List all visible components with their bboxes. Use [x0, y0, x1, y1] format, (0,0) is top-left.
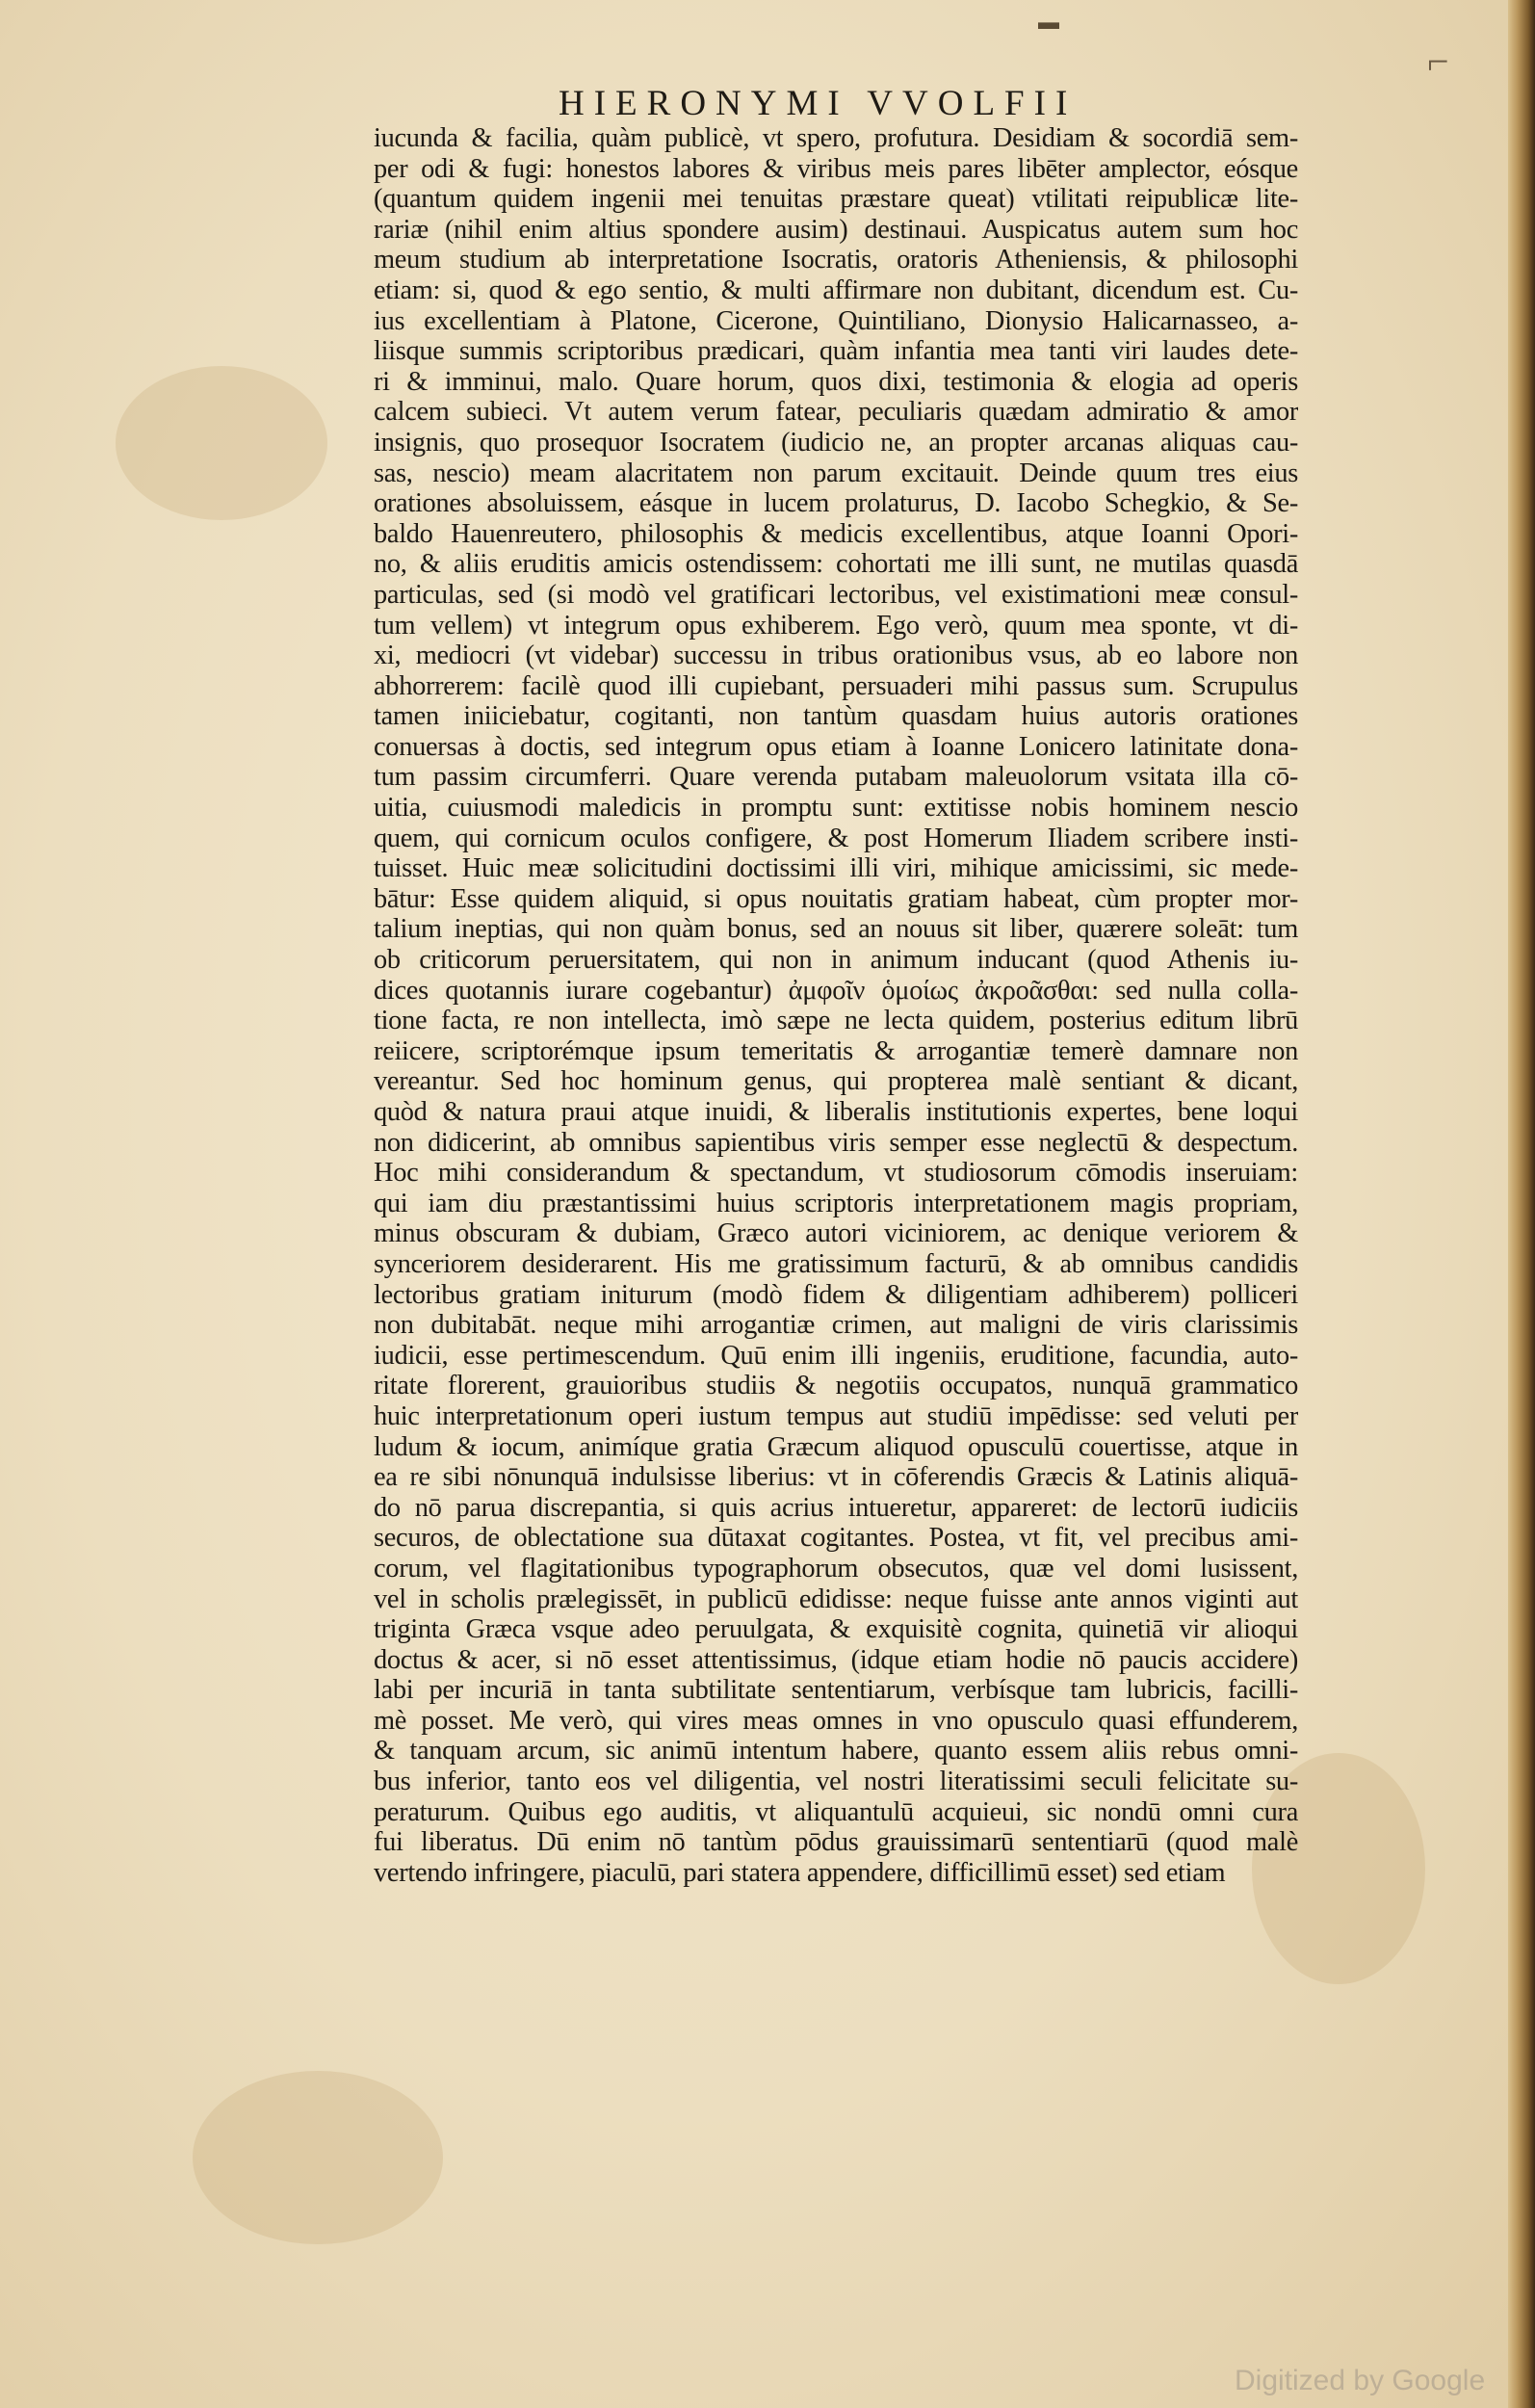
page-corner-curl: ⌐	[1427, 39, 1449, 83]
text-line: quòd & natura praui atque inuidi, & liberalis institutionis expertes, bene loqui	[374, 1097, 1298, 1127]
text-line: insignis, quo prosequor Isocratem (iudicio ne, an propter arcanas aliquas cau-	[374, 427, 1298, 458]
text-line: & tanquam arcum, sic animū intentum habere, quanto essem aliis rebus omni-	[374, 1736, 1298, 1767]
page-gutter-edge	[1508, 0, 1535, 2408]
text-line: fui liberatus. Dū enim nō tantùm pōdus grauissimarū sententiarū (quod malè	[374, 1827, 1298, 1858]
text-line: dices quotannis iurare cogebantur) ἀμφοῖν ὁμοίως ἀκροᾶσθαι: sed nulla colla-	[374, 975, 1298, 1006]
text-line: tum passim circumferri. Quare verenda putabam maleuolorum vsitata illa cō-	[374, 762, 1298, 793]
text-line: sas, nescio) meam alacritatem non parum excitauit. Deinde quum tres eius	[374, 458, 1298, 488]
text-line: baldo Hauenreutero, philosophis & medicis excellentibus, atque Ioanni Opori-	[374, 518, 1298, 549]
text-line: vel in scholis prælegissēt, in publicū edidisse: neque fuisse ante annos viginti aut	[374, 1584, 1298, 1614]
text-line: iucunda & facilia, quàm publicè, vt spero, profutura. Desidiam & socordiā sem-	[374, 123, 1298, 153]
text-line: tuisset. Huic meæ solicitudini doctissimi illi viri, mihique amicissimi, sic mede-	[374, 853, 1298, 884]
text-line: orationes absoluissem, eásque in lucem prolaturus, D. Iacobo Schegkio, & Se-	[374, 488, 1298, 519]
text-line: bus inferior, tanto eos vel diligentia, vel nostri literatissimi seculi felicitate su-	[374, 1767, 1298, 1797]
text-line: reiicere, scriptorémque ipsum temeritatis & arrogantiæ temerè damnare non	[374, 1035, 1298, 1066]
text-line: ri & imminui, malo. Quare horum, quos dixi, testimonia & elogia ad operis	[374, 366, 1298, 397]
text-line: Hoc mihi considerandum & spectandum, vt studiosorum cōmodis inseruiam:	[374, 1158, 1298, 1189]
text-line: ob criticorum peruersitatem, qui non in animum inducant (quod Athenis iu-	[374, 945, 1298, 976]
digitization-watermark: Digitized by Google	[1235, 2365, 1486, 2396]
text-line: non dubitabāt. neque mihi arrogantiæ crimen, aut maligni de viris clarissimis	[374, 1310, 1298, 1341]
text-line: ea re sibi nōnunquā indulsisse liberius: vt in cōferendis Græcis & Latinis aliquā-	[374, 1462, 1298, 1493]
text-line: no, & aliis eruditis amicis ostendissem: cohortati me illi sunt, ne mutilas quasdā	[374, 549, 1298, 580]
text-line: xi, mediocri (vt videbar) successu in tribus orationibus vsus, ab eo labore non	[374, 641, 1298, 671]
text-line: bātur: Esse quidem aliquid, si opus nouitatis gratiam habeat, cùm propter mor-	[374, 883, 1298, 914]
text-line: quem, qui cornicum oculos configere, & post Homerum Iliadem scribere insti-	[374, 823, 1298, 853]
text-line: uitia, cuiusmodi maledicis in promptu sunt: extitisse nobis hominem nescio	[374, 793, 1298, 824]
text-line: do nō parua discrepantia, si quis acrius intueretur, appareret: de lectorū iudiciis	[374, 1492, 1298, 1523]
text-line: peraturum. Quibus ego auditis, vt aliquantulū acquieui, sic nondū omni cura	[374, 1796, 1298, 1827]
text-line: vereantur. Sed hoc hominum genus, qui propterea malè sentiant & dicant,	[374, 1066, 1298, 1097]
text-line: lectoribus gratiam initurum (modò fidem & diligentiam adhiberem) polliceri	[374, 1279, 1298, 1310]
text-line: vertendo infringere, piaculū, pari statera appendere, difficillimū esset) sed etiam	[374, 1857, 1226, 1888]
text-line: doctus & acer, si nō esset attentissimus, (idque etiam hodie nō paucis accidere)	[374, 1644, 1298, 1675]
text-line: (quantum quidem ingenii mei tenuitas præstare queat) vtilitati reipublicæ lite-	[374, 184, 1298, 215]
text-line: huic interpretationum operi iustum tempus aut studiū impēdisse: sed veluti per	[374, 1400, 1298, 1431]
text-line: corum, vel flagitationibus typographorum obsecutos, quæ vel domi lusissent,	[374, 1553, 1298, 1584]
page-stain	[116, 366, 327, 520]
ink-speck: ▬	[1038, 10, 1059, 34]
text-line: ludum & iocum, animíque gratia Græcum aliquod opusculū couertisse, atque in	[374, 1431, 1298, 1462]
text-line: securos, de oblectatione sua dūtaxat cogitantes. Postea, vt fit, vel precibus ami-	[374, 1523, 1298, 1554]
text-line: conuersas à doctis, sed integrum opus etiam à Ioanne Lonicero latinitate dona-	[374, 731, 1298, 762]
text-line: tamen iniiciebatur, cogitanti, non tantùm quasdam huius autoris orationes	[374, 701, 1298, 732]
text-line: labi per incuriā in tanta subtilitate sententiarum, verbísque tam lubricis, facilli-	[374, 1675, 1298, 1706]
page-stain	[193, 2071, 443, 2244]
text-line: ius excellentiam à Platone, Cicerone, Quintiliano, Dionysio Halicarnasseo, a-	[374, 305, 1298, 336]
text-line: iudicii, esse pertimescendum. Quū enim illi ingeniis, eruditione, facundia, auto-	[374, 1340, 1298, 1371]
text-line: calcem subieci. Vt autem verum fatear, peculiaris quædam admiratio & amor	[374, 397, 1298, 428]
running-head: HIERONYMI VVOLFII	[559, 84, 1078, 123]
text-line: synceriorem desiderarent. His me gratissimum facturū, & ab omnibus candidis	[374, 1248, 1298, 1279]
text-line: particulas, sed (si modò vel gratificari lectoribus, vel existimationi meæ consul-	[374, 579, 1298, 610]
text-line: etiam: si, quod & ego sentio, & multi affirmare non dubitant, dicendum est. Cu-	[374, 275, 1298, 305]
text-line: tione facta, re non intellecta, imò sæpe ne lecta quidem, posterius editum librū	[374, 1006, 1298, 1036]
text-line: ritate florerent, grauioribus studiis & negotiis occupatos, nunquā grammatico	[374, 1371, 1298, 1401]
text-line: talium ineptias, qui non quàm bonus, sed an nouus sit liber, quærere soleāt: tum	[374, 914, 1298, 945]
text-line: liisque summis scriptoribus prædicari, quàm infantia mea tanti viri laudes dete-	[374, 336, 1298, 367]
text-line: tum vellem) vt integrum opus exhiberem. Ego verò, quum mea sponte, vt di-	[374, 610, 1298, 641]
text-line: per odi & fugi: honestos labores & viribus meis pares libēter amplector, eósque	[374, 153, 1298, 184]
text-line: abhorrerem: facilè quod illi cupiebant, persuaderi mihi passus sum. Scrupulus	[374, 670, 1298, 701]
text-line: triginta Græca vsque adeo peruulgata, & exquisitè cognita, quinetiā vir alioqui	[374, 1614, 1298, 1645]
text-line: mè posset. Me verò, qui vires meas omnes in vno opusculo quasi effunderem,	[374, 1705, 1298, 1736]
text-line: minus obscuram & dubiam, Græco autori viciniorem, ac denique veriorem &	[374, 1218, 1298, 1249]
text-line: meum studium ab interpretatione Isocratis, oratoris Atheniensis, & philosophi	[374, 245, 1298, 275]
text-line: rariæ (nihil enim altius spondere ausim) destinaui. Auspicatus autem sum hoc	[374, 214, 1298, 245]
body-text	[374, 123, 1298, 1888]
text-line: qui iam diu præstantissimi huius scriptoris interpretationem magis propriam,	[374, 1188, 1298, 1218]
text-line: non didicerint, ab omnibus sapientibus viris semper esse neglectū & despectum.	[374, 1127, 1298, 1158]
